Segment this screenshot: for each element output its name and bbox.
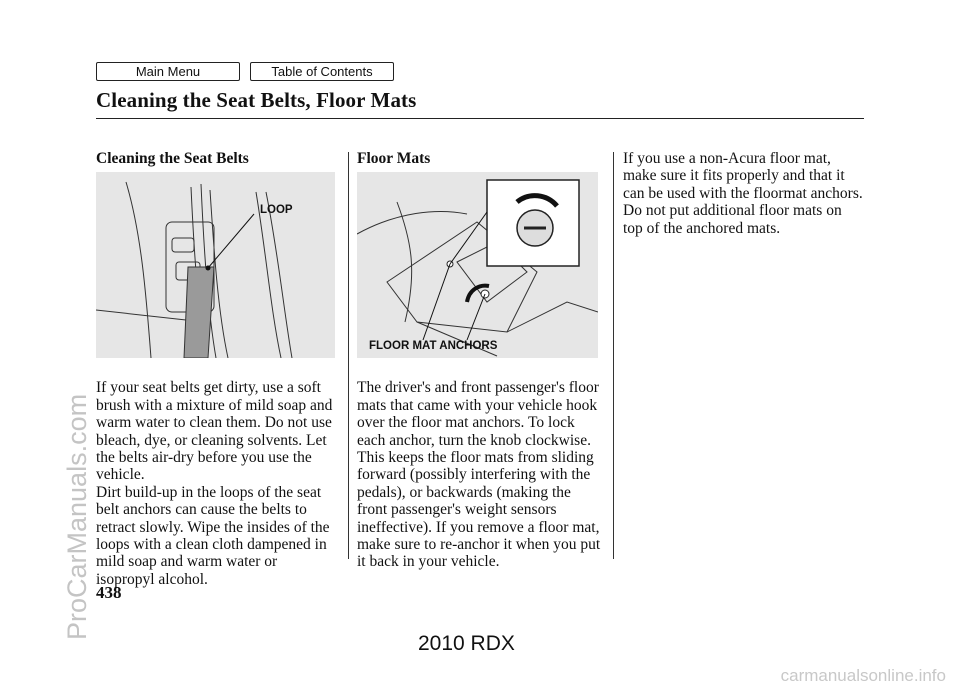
title-divider bbox=[96, 118, 864, 119]
table-of-contents-button[interactable]: Table of Contents bbox=[250, 62, 394, 81]
column-divider-2 bbox=[613, 152, 614, 559]
loop-label: LOOP bbox=[260, 204, 293, 216]
column-divider-1 bbox=[348, 152, 349, 559]
model-label: 2010 RDX bbox=[418, 632, 515, 655]
floor-mat-anchors-label: FLOOR MAT ANCHORS bbox=[369, 340, 498, 352]
seat-belts-heading: Cleaning the Seat Belts bbox=[96, 150, 249, 167]
main-menu-button[interactable]: Main Menu bbox=[96, 62, 240, 81]
page-title: Cleaning the Seat Belts, Floor Mats bbox=[96, 88, 417, 112]
floor-mat-anchors-illustration bbox=[357, 172, 598, 358]
seat-belt-loop-illustration bbox=[96, 172, 335, 358]
seat-belts-paragraph-1: If your seat belts get dirty, use a soft brush with a mixture of mild soap and warm water to clean them. Do not use bleach, dye, or cleaning solvents. Let the belts air-dry before you use the vehicle. bbox=[96, 379, 333, 484]
floor-mats-paragraph-1: The driver's and front passenger's floor mats that came with your vehicle hook over the floor mat anchors. To lock each anchor, turn the knob clockwise. This keeps the floor mats from sliding forward (possibly interfering with the pedals), or backwards (making the front passenger's weight sensors ineffective). If you remove a floor mat, make sure to re-anchor it when you put it back in your vehicle. bbox=[357, 379, 601, 571]
non-acura-mat-paragraph: If you use a non-Acura floor mat, make sure it fits properly and that it can be used with the floormat anchors. Do not put additional floor mats on top of the anchored mats. bbox=[623, 150, 863, 237]
seat-belt-drawing bbox=[96, 172, 335, 358]
seat-belts-paragraph-2: Dirt build-up in the loops of the seat belt anchors can cause the belts to retract slowly. Wipe the insides of the loops with a clean cloth dampened in mild soap and warm water or isopropyl alcohol. bbox=[96, 483, 330, 588]
bottom-watermark: carmanualsonline.info bbox=[780, 666, 946, 685]
non-acura-mat-column bbox=[623, 150, 863, 237]
side-watermark: ProCarManuals.com bbox=[62, 393, 92, 640]
floor-mat-drawing bbox=[357, 172, 598, 358]
page-number: 438 bbox=[96, 583, 122, 602]
floor-mats-heading: Floor Mats bbox=[357, 150, 431, 167]
